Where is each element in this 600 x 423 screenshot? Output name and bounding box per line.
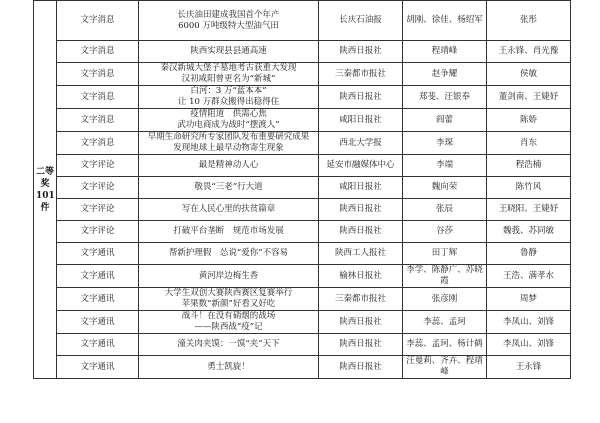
- cell-authors: 田丁辉: [403, 243, 487, 265]
- cell-type: 文字消息: [57, 86, 139, 109]
- cell-title: 帮新护理假 怂说“爱你”不容易: [139, 243, 319, 265]
- cell-title: 潼关肉夹馍：一馍“夹”天下: [139, 334, 319, 356]
- cell-unit: 陕西日报社: [319, 86, 403, 109]
- cell-editor: 王永锋、肖光豫: [487, 41, 571, 63]
- table-row: [34, 132, 571, 155]
- cell-type: 文字消息: [57, 63, 139, 86]
- cell-editor: 魏莪、苏同敏: [487, 221, 571, 243]
- cell-unit: 陕西日报社: [319, 334, 403, 356]
- cell-unit: 陕西工人报社: [319, 243, 403, 265]
- cell-authors: 赵争耀: [403, 63, 487, 86]
- cell-unit: 三秦都市报社: [319, 63, 403, 86]
- table-row: [34, 41, 571, 63]
- cell-unit: 咸阳日报社: [319, 177, 403, 199]
- cell-type: 文字评论: [57, 221, 139, 243]
- table-row: [34, 63, 571, 86]
- cell-type: 文字通讯: [57, 243, 139, 265]
- cell-unit: 咸阳日报社: [319, 109, 403, 132]
- cell-authors: 魏向荣: [403, 177, 487, 199]
- table-row: [34, 86, 571, 109]
- cell-type: 文字通讯: [57, 334, 139, 356]
- cell-editor: 王浩、满孝水: [487, 265, 571, 288]
- table-row: [34, 265, 571, 288]
- cell-title: 黄河岸边梅生香: [139, 265, 319, 288]
- table-row: [34, 177, 571, 199]
- cell-authors: 张彦刚: [403, 288, 487, 311]
- table-row: [34, 243, 571, 265]
- cell-type: 文字通讯: [57, 288, 139, 311]
- cell-editor: 程浩楠: [487, 155, 571, 177]
- cell-type: 文字评论: [57, 155, 139, 177]
- cell-title: 白河：3 万“蓝本本” 让 10 万群众搬得出稳得住: [139, 86, 319, 109]
- award-list-table: [33, 0, 571, 379]
- cell-authors: 张辰: [403, 199, 487, 221]
- cell-type: 文字通讯: [57, 356, 139, 379]
- cell-unit: 陕西日报社: [319, 221, 403, 243]
- cell-editor: 王晓阳、王婕妤: [487, 199, 571, 221]
- table-row: [34, 1, 571, 41]
- cell-unit: 长庆石油报: [319, 1, 403, 41]
- cell-title: 打破平台垄断 规范市场发展: [139, 221, 319, 243]
- cell-title: 写在人民心里的扶贫篇章: [139, 199, 319, 221]
- cell-authors: 李琛: [403, 132, 487, 155]
- cell-editor: 周梦: [487, 288, 571, 311]
- cell-title: 陕西实现县县通高速: [139, 41, 319, 63]
- cell-title: 早期生命研究所专家团队发布重要研究成果 发现地球上最早动物寄生现象: [139, 132, 319, 155]
- award-list-body: [34, 1, 571, 379]
- cell-editor: 王永锋: [487, 356, 571, 379]
- cell-type: 文字评论: [57, 177, 139, 199]
- cell-editor: 李凤山、刘锋: [487, 311, 571, 334]
- cell-unit: 延安市融媒体中心: [319, 155, 403, 177]
- cell-type: 文字消息: [57, 41, 139, 63]
- cell-unit: 陕西日报社: [319, 311, 403, 334]
- cell-type: 文字通讯: [57, 265, 139, 288]
- cell-editor: 鲁静: [487, 243, 571, 265]
- cell-unit: 西北大学报: [319, 132, 403, 155]
- table-row: [34, 199, 571, 221]
- cell-authors: 李端: [403, 155, 487, 177]
- cell-title: 战斗！在没有硝烟的战场 ——陕西战“疫”记: [139, 311, 319, 334]
- cell-unit: 榆林日报社: [319, 265, 403, 288]
- table-row: [34, 155, 571, 177]
- cell-authors: 郑斐、汪银奉: [403, 86, 487, 109]
- cell-type: 文字消息: [57, 1, 139, 41]
- table-row: [34, 311, 571, 334]
- cell-title: 最是精神动人心: [139, 155, 319, 177]
- cell-title: 大学生双创大赛陕西赛区复赛举行 苹果数“新颜”好看又好吃: [139, 288, 319, 311]
- cell-editor: 董剑南、王婕妤: [487, 86, 571, 109]
- award-category-cell: 二等奖 101 件: [34, 1, 57, 379]
- cell-unit: 陕西日报社: [319, 41, 403, 63]
- cell-authors: 汪曼莉、齐卉、程靖峰: [403, 356, 487, 379]
- cell-title: 疫情阻道 供需心焦 武功电商成为战时“摆渡人”: [139, 109, 319, 132]
- cell-type: 文字评论: [57, 199, 139, 221]
- cell-editor: 张彤: [487, 1, 571, 41]
- table-row: [34, 221, 571, 243]
- cell-title: 敬畏“三老”行大道: [139, 177, 319, 199]
- cell-authors: 程靖峰: [403, 41, 487, 63]
- cell-editor: 肖东: [487, 132, 571, 155]
- cell-type: 文字消息: [57, 132, 139, 155]
- cell-editor: 李凤山、刘锋: [487, 334, 571, 356]
- cell-title: 长庆油田建成我国首个年产 6000 万吨级特大型油气田: [139, 1, 319, 41]
- table-row: [34, 334, 571, 356]
- cell-title: 勇士凯旋！: [139, 356, 319, 379]
- table-row: [34, 109, 571, 132]
- cell-authors: 谷莎: [403, 221, 487, 243]
- cell-type: 文字通讯: [57, 311, 139, 334]
- cell-editor: 陈竹风: [487, 177, 571, 199]
- cell-authors: 李蕊、孟珂、杨计鹤: [403, 334, 487, 356]
- cell-title: 秦汉新城大堡子墓地考古获重大发现 汉初咸阳曾更名为“新城”: [139, 63, 319, 86]
- table-row: [34, 356, 571, 379]
- cell-authors: 李蕊、孟珂: [403, 311, 487, 334]
- table-row: [34, 288, 571, 311]
- cell-authors: 胡刚、徐佳、杨绍军: [403, 1, 487, 41]
- cell-editor: 侯敏: [487, 63, 571, 86]
- cell-unit: 陕西日报社: [319, 199, 403, 221]
- cell-unit: 陕西日报社: [319, 356, 403, 379]
- cell-authors: 李学、陈静广、苏晓霞: [403, 265, 487, 288]
- cell-type: 文字消息: [57, 109, 139, 132]
- cell-editor: 陈娇: [487, 109, 571, 132]
- cell-authors: 阎蕾: [403, 109, 487, 132]
- cell-unit: 三秦都市报社: [319, 288, 403, 311]
